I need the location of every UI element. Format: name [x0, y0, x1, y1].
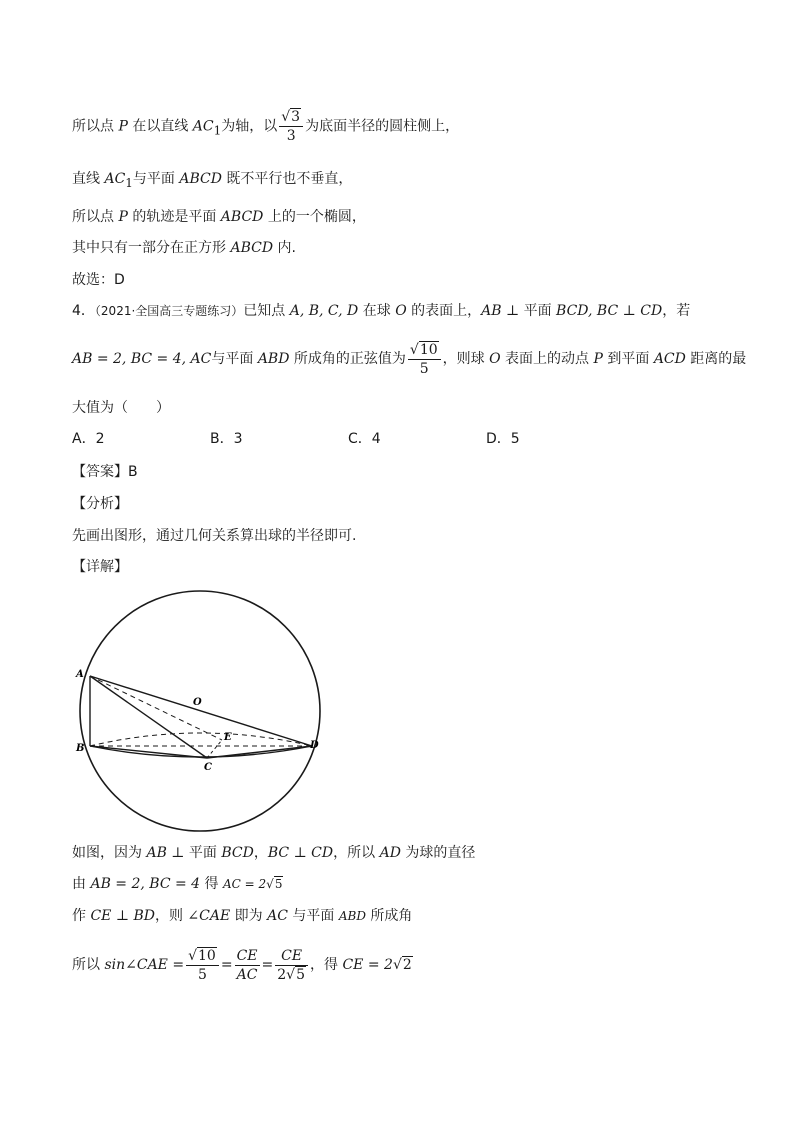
- text: 的表面上，: [406, 303, 482, 319]
- text: ，则球: [442, 351, 490, 367]
- label-b: B: [76, 743, 85, 754]
- text: ，若: [662, 303, 691, 319]
- label-o: O: [193, 697, 202, 708]
- text: 如图，因为: [72, 845, 147, 861]
- edge-cd: [207, 746, 312, 758]
- text: 作: [72, 908, 91, 924]
- math-expr: BC ⊥ CD: [267, 845, 334, 861]
- math-expr: BCD, BC ⊥ CD: [556, 303, 663, 319]
- math-expr: CE ⊥ BD: [90, 908, 155, 924]
- text: 所以点: [72, 209, 119, 225]
- equator-front-arc: [90, 746, 312, 757]
- analysis-text: 先画出图形，通过几何关系算出球的半径即可.: [72, 528, 357, 544]
- math-expr: AB = 2, BC = 4: [90, 876, 201, 892]
- question-number: 4．: [72, 303, 95, 319]
- equals-sign: =: [261, 957, 274, 973]
- text: 为轴，以: [221, 118, 278, 135]
- fraction: $\frac{CE}{2√5}$: [275, 947, 308, 984]
- question-line-3: 大值为（ ）: [72, 400, 170, 416]
- fraction: $\frac{√3}{3}$: [279, 108, 303, 145]
- text: 平面: [523, 303, 557, 319]
- math-var: AC: [192, 118, 214, 135]
- radicand: 5: [274, 877, 283, 891]
- math-expr: ∠CAE: [187, 908, 231, 924]
- detail-label: 【详解】: [72, 559, 128, 575]
- math-var: ACD: [653, 351, 686, 367]
- math-points: A, B, C, D: [289, 303, 359, 319]
- edge-bc: [90, 746, 207, 758]
- solution-line-1: [72, 843, 475, 863]
- denominator: 3: [286, 128, 296, 144]
- text: 由: [72, 876, 91, 892]
- numerator: CE: [236, 947, 258, 964]
- fraction: $\frac{√10}{5}$: [186, 947, 219, 984]
- text: 在以直线: [127, 118, 193, 135]
- text-line-4: [72, 238, 296, 258]
- math-var: ABCD: [230, 240, 274, 256]
- text: 所成角的正弦值为: [289, 351, 406, 367]
- analysis-label: 【分析】: [72, 496, 128, 512]
- math-var: AD: [379, 845, 401, 861]
- equals-sign: =: [220, 957, 233, 973]
- question-line-2: [72, 340, 746, 378]
- math-expr: AB = 2, BC = 4, AC: [72, 351, 212, 367]
- text: ，得: [310, 957, 343, 973]
- denominator: 5: [419, 360, 429, 377]
- edge-ae-dashed: [90, 676, 222, 740]
- math-var: P: [118, 118, 128, 135]
- radicand: 10: [419, 341, 438, 358]
- math-var: O: [489, 351, 501, 367]
- solution-line-4: [72, 945, 413, 985]
- math-expr: AB ⊥: [146, 845, 189, 861]
- solution-line-2: [72, 874, 283, 894]
- text-line-1: [72, 108, 459, 148]
- answer-choice-line: 故选：D: [72, 272, 125, 288]
- sphere-figure: [70, 588, 330, 840]
- edge-ad: [90, 676, 312, 746]
- subscript: 1: [125, 175, 133, 190]
- text: 表面上的动点: [500, 351, 594, 367]
- sqrt: √5: [266, 877, 283, 891]
- math-var: ABD: [338, 909, 366, 923]
- text: ，所以: [333, 845, 380, 861]
- math-expr: CE = 2: [342, 957, 393, 973]
- math-var: P: [593, 351, 603, 367]
- math-var: BCD: [221, 845, 254, 861]
- text: 为底面半径的圆柱侧上，: [305, 118, 460, 135]
- text: 距离的最: [685, 351, 747, 367]
- text: 其中只有一部分在正方形: [72, 240, 231, 256]
- text: 所以点: [72, 118, 119, 135]
- text-line-2: [72, 169, 352, 193]
- option-d: D．5: [486, 431, 520, 447]
- text: 与平面: [211, 351, 258, 367]
- text: 所以: [72, 957, 105, 973]
- options-row: [72, 429, 592, 449]
- text: 与平面: [132, 171, 180, 187]
- text: 得: [200, 876, 223, 892]
- math-expr: sin∠CAE =: [104, 957, 185, 973]
- radicand: 2: [402, 957, 412, 973]
- edge-ce-dashed: [207, 740, 222, 758]
- text: 直线: [72, 171, 105, 187]
- math-var: AC: [267, 908, 288, 924]
- text: 与平面: [287, 908, 339, 924]
- label-a: A: [76, 669, 84, 680]
- option-c: C．4: [348, 431, 381, 447]
- text: 平面: [188, 845, 222, 861]
- text: 上的一个椭圆，: [263, 209, 366, 225]
- math-var: ABCD: [179, 171, 222, 187]
- option-b: B．3: [210, 431, 243, 447]
- text: 所成角: [365, 908, 413, 924]
- coefficient: 2: [277, 966, 287, 983]
- subscript: 1: [213, 123, 222, 138]
- math-var: O: [395, 303, 407, 319]
- text: 已知点: [243, 303, 290, 319]
- solution-line-3: [72, 906, 412, 926]
- math-var: AC: [104, 171, 126, 187]
- sqrt: √2: [392, 957, 412, 973]
- text: 的轨迹是平面: [127, 209, 221, 225]
- math-var: ABD: [257, 351, 290, 367]
- radicand: 10: [198, 947, 216, 964]
- text: 既不平行也不垂直，: [221, 171, 353, 187]
- denominator: AC: [236, 966, 258, 983]
- text: ，: [253, 845, 268, 861]
- text: 内.: [273, 240, 296, 256]
- text: 在球: [358, 303, 396, 319]
- math-expr: AC = 2: [223, 877, 267, 891]
- label-d: D: [310, 740, 319, 751]
- text: 为球的直径: [400, 845, 476, 861]
- text-line-3: [72, 207, 366, 227]
- label-e: E: [224, 732, 232, 743]
- question-source: （2021·全国高三专题练习）: [94, 304, 244, 318]
- math-var: P: [118, 209, 128, 225]
- question-line-1: [72, 301, 690, 321]
- text: 到平面: [602, 351, 654, 367]
- option-a: A．2: [72, 431, 105, 447]
- fraction: [235, 947, 260, 984]
- numerator: CE: [275, 947, 308, 966]
- label-c: C: [204, 762, 212, 773]
- radicand: 3: [291, 109, 301, 125]
- answer-label: 【答案】B: [72, 464, 138, 480]
- denominator: 5: [198, 966, 207, 983]
- math-expr: AB ⊥: [481, 303, 524, 319]
- text: 即为: [230, 908, 268, 924]
- math-var: ABCD: [220, 209, 264, 225]
- text: ，则: [154, 908, 188, 924]
- fraction: $\frac{√10}{5}$: [408, 341, 441, 378]
- radicand: 5: [296, 966, 306, 983]
